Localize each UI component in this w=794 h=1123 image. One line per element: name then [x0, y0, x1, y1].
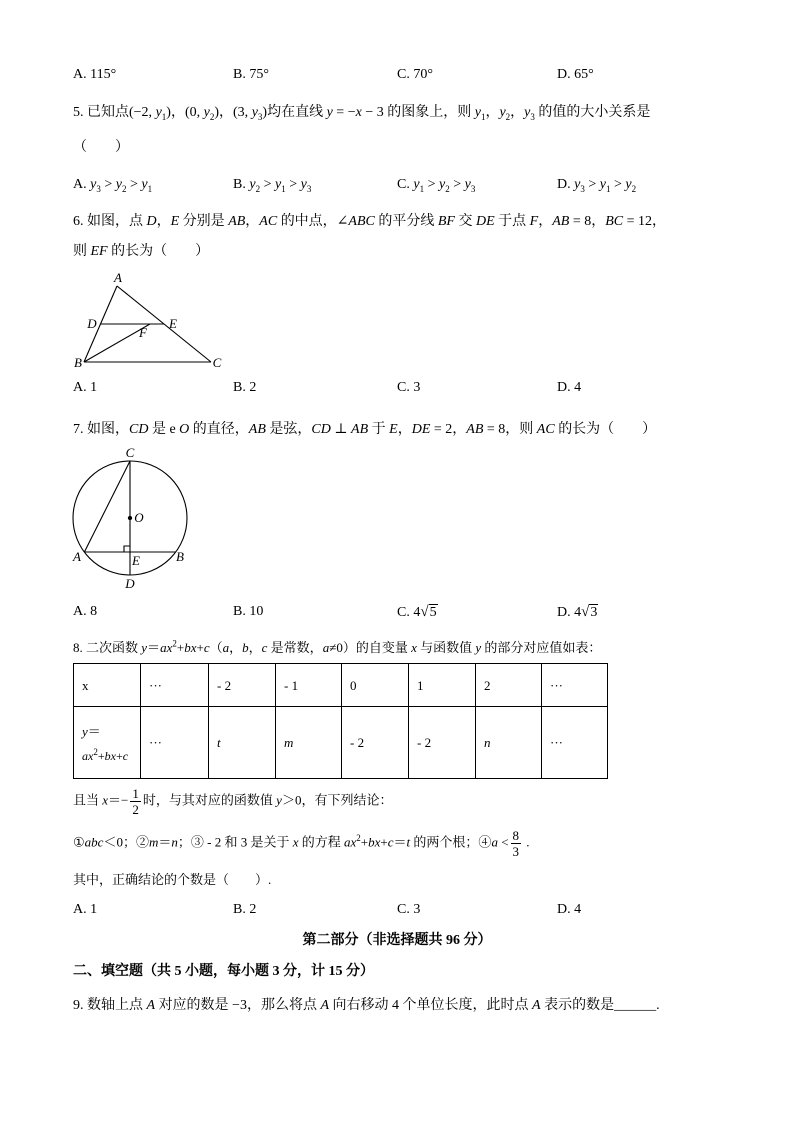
- text-run: >: [424, 177, 439, 192]
- text-run: ＞0，有下列结论：: [281, 792, 393, 808]
- subscript: 3: [580, 183, 585, 194]
- text-run: 8. 二次函数: [73, 640, 142, 655]
- text-run: 的值的大小关系是: [534, 105, 651, 120]
- math-variable: bx: [104, 748, 116, 763]
- math-variable: A: [532, 998, 541, 1013]
- label-b: B: [176, 549, 184, 564]
- table-cell: [542, 707, 608, 779]
- math-variable: t: [406, 834, 411, 850]
- text-run: ，: [229, 640, 243, 655]
- subscript: 3: [257, 111, 263, 122]
- text-run: ，: [485, 105, 500, 120]
- option-a: [73, 379, 97, 397]
- text-run: = 12，: [623, 214, 667, 229]
- table-cell: [342, 707, 409, 779]
- math-variable: F: [529, 214, 539, 229]
- text-run: ，: [510, 105, 525, 120]
- text-run: 是 e: [148, 422, 180, 437]
- math-variable: y: [249, 177, 256, 192]
- table-cell: - 1: [276, 664, 342, 707]
- text-run: 向右移动 4 个单位长度，此时点: [329, 998, 533, 1013]
- text-run: 时，与其对应的函数值: [142, 792, 277, 808]
- text-run: D. 4: [557, 902, 582, 917]
- q7-stem: [73, 421, 656, 439]
- text-run: 对应的数是 −3，那么将点: [155, 998, 321, 1013]
- text-run: A. 115°: [73, 67, 117, 82]
- table-cell: - 2: [209, 664, 276, 707]
- fraction-denominator: 3: [512, 844, 520, 859]
- math-variable: x: [411, 640, 417, 655]
- math-variable: c: [203, 640, 210, 655]
- math-variable: ax: [344, 834, 357, 850]
- radicand: 5: [429, 605, 437, 620]
- q6-stem-line2: [73, 243, 209, 261]
- math-variable: O: [179, 422, 190, 437]
- text-run: B. 10: [233, 604, 264, 619]
- math-variable: bx: [368, 834, 381, 850]
- subscript: 1: [161, 111, 167, 122]
- math-variable: y: [155, 105, 162, 120]
- subscript: 3: [306, 183, 312, 194]
- text-run: ): [262, 105, 268, 120]
- text-run: 与函数值: [416, 640, 476, 655]
- text-run: A.: [73, 177, 91, 192]
- text-run: C. 70°: [397, 67, 433, 82]
- part2-heading: 第二部分（非选择题共 96 分）: [302, 933, 492, 948]
- text-run: 的平分线: [374, 214, 438, 229]
- text-run: − 3: [361, 105, 388, 120]
- q6-options: [0, 379, 794, 397]
- right-angle-mark: [124, 546, 130, 552]
- q8-question: 其中，正确结论的个数是（ ）.: [73, 872, 272, 887]
- q8-conclusions: [73, 828, 530, 859]
- fraction: [130, 786, 141, 817]
- label-f: F: [139, 325, 147, 340]
- math-variable: E: [170, 214, 180, 229]
- text-run: 表示的数是______.: [540, 998, 660, 1013]
- option-c: [397, 901, 420, 919]
- text-run: ，: [156, 214, 171, 229]
- math-variable: AB: [466, 422, 484, 437]
- text-run: = 2，: [430, 422, 467, 437]
- math-variable: CD: [129, 422, 149, 437]
- text-run: C. 3: [397, 380, 421, 395]
- text-run: +: [176, 640, 185, 655]
- text-run: ，: [538, 214, 553, 229]
- math-variable: ax: [160, 640, 173, 655]
- math-variable: b: [242, 640, 249, 655]
- text-run: >: [260, 177, 275, 192]
- text-run: ；③ - 2 和 3 是关于: [177, 834, 293, 850]
- text-run: D. 4: [557, 605, 582, 620]
- text-run: B. 75°: [233, 67, 269, 82]
- option-b: [233, 176, 311, 194]
- table-cell: [409, 707, 476, 779]
- subscript: 1: [480, 111, 486, 122]
- option-a: [73, 901, 97, 919]
- math-variable: E: [389, 422, 398, 437]
- text-run: A. 1: [73, 902, 98, 917]
- table-cell: 2: [476, 664, 542, 707]
- text-run: B. 2: [233, 380, 257, 395]
- option-a: [73, 66, 116, 84]
- text-run: ≠0）的自变量: [329, 640, 412, 655]
- text-run: D. 4: [557, 380, 582, 395]
- subscript: 3: [530, 111, 535, 122]
- math-variable: AC: [259, 214, 278, 229]
- text-run: 5. 已知点: [73, 105, 129, 120]
- math-variable: y: [599, 177, 606, 192]
- math-variable: y: [464, 177, 471, 192]
- text-run: 于: [368, 422, 390, 437]
- math-variable: a: [322, 640, 330, 655]
- text-run: >: [610, 177, 626, 192]
- math-variable: y: [474, 105, 481, 120]
- text-run: 且当: [73, 792, 103, 808]
- math-variable: y: [300, 177, 307, 192]
- math-variable: c: [122, 748, 129, 763]
- math-variable: y: [141, 177, 148, 192]
- label-e: E: [132, 553, 140, 568]
- text-run: 则: [73, 244, 91, 259]
- subscript: 2: [209, 111, 215, 122]
- text-run: C. 3: [397, 902, 421, 917]
- label-d: D: [87, 316, 97, 331]
- label-a: A: [73, 549, 81, 564]
- circle-figure: [70, 445, 195, 595]
- math-variable: y: [251, 105, 258, 120]
- label-e: E: [169, 316, 177, 331]
- segment-ca: [84, 461, 130, 552]
- math-variable: y: [115, 177, 122, 192]
- label-c: C: [212, 355, 222, 370]
- text-run: 于点: [494, 214, 530, 229]
- math-variable: bx: [184, 640, 197, 655]
- option-b: [233, 901, 256, 919]
- text-run: .: [523, 834, 530, 850]
- label-a: A: [114, 270, 122, 285]
- text-run: >: [449, 177, 465, 192]
- option-d: [557, 901, 581, 919]
- triangle-figure: [70, 268, 230, 376]
- text-run: （: [209, 640, 223, 655]
- math-variable: x: [292, 834, 299, 850]
- subscript: 2: [445, 183, 450, 194]
- option-b: [233, 603, 263, 621]
- table-cell: [209, 707, 276, 779]
- math-variable: CD: [311, 422, 331, 437]
- text-run: - 2: [350, 735, 365, 750]
- text-run: >: [285, 177, 301, 192]
- subscript: 3: [96, 183, 101, 194]
- table-cell: [141, 707, 209, 779]
- superscript: 2: [356, 833, 361, 844]
- option-b: [233, 379, 256, 397]
- text-run: +: [360, 834, 369, 850]
- q8-options: [0, 901, 794, 919]
- superscript: 2: [172, 638, 177, 649]
- math-variable: y: [438, 177, 446, 192]
- q5-stem: [73, 104, 650, 122]
- text-run: <: [497, 834, 509, 850]
- text-run: >: [126, 177, 142, 192]
- text-run: 是常数，: [267, 640, 323, 655]
- text-run: ): [214, 105, 220, 120]
- text-run: ＝: [158, 834, 172, 850]
- text-run: (3,: [233, 105, 252, 120]
- subscript: 1: [605, 183, 611, 194]
- table-row-y: [74, 707, 608, 779]
- math-variable: a: [222, 640, 230, 655]
- text-run: +: [380, 834, 388, 850]
- table-header-x: x: [74, 664, 141, 707]
- radicand: 3: [590, 605, 598, 620]
- text-run: 的部分对应值如表：: [481, 640, 602, 655]
- text-run: +: [115, 748, 123, 763]
- math-variable: m: [284, 735, 294, 750]
- label-b: B: [74, 355, 82, 370]
- text-run: (−2,: [129, 105, 156, 120]
- text-run: (0,: [184, 105, 204, 120]
- text-run: +: [196, 640, 204, 655]
- math-variable: AC: [536, 422, 555, 437]
- option-d: [557, 176, 636, 194]
- math-variable: ABC: [348, 214, 375, 229]
- math-variable: c: [261, 640, 268, 655]
- text-run: ，: [245, 214, 260, 229]
- center-dot: [128, 516, 131, 519]
- text-run: 9. 数轴上点: [73, 998, 147, 1013]
- label-c: C: [125, 445, 135, 460]
- subscript: 1: [281, 183, 286, 194]
- text-run: ＝: [87, 723, 101, 739]
- text-run: B.: [233, 177, 250, 192]
- option-c: [397, 379, 420, 397]
- option-b: [233, 66, 269, 84]
- math-variable: ax: [82, 748, 94, 763]
- section2-heading: 二、填空题（共 5 小题，每小题 3 分，计 15 分）: [73, 964, 374, 979]
- text-run: ，: [397, 422, 412, 437]
- table-cell: [476, 707, 542, 779]
- subscript: 1: [419, 183, 425, 194]
- table-cell: [276, 707, 342, 779]
- text-run: 分别是: [179, 214, 229, 229]
- option-d: [557, 66, 594, 84]
- text-run: 的两个根；④: [410, 834, 492, 850]
- math-variable: a: [491, 834, 498, 850]
- text-run: 的方程: [298, 834, 344, 850]
- math-variable: EF: [90, 244, 108, 259]
- math-variable: y: [90, 177, 97, 192]
- math-variable: AB: [351, 422, 369, 437]
- math-variable: y: [574, 177, 581, 192]
- option-c: [397, 66, 433, 84]
- text-run: ，: [170, 105, 185, 120]
- math-variable: y: [141, 640, 148, 655]
- text-run: A. 8: [73, 604, 98, 619]
- math-variable: y: [274, 177, 282, 192]
- text-run: ···: [149, 735, 162, 750]
- text-run: = 8，则: [483, 422, 537, 437]
- math-variable: BF: [437, 214, 455, 229]
- text-run: >: [100, 177, 116, 192]
- math-variable: y: [499, 105, 506, 120]
- option-d: [557, 603, 598, 622]
- radical-sign: √: [581, 604, 590, 620]
- text-run: 的中点，∠: [277, 214, 349, 229]
- q6-stem: [73, 213, 666, 231]
- text-run: ···: [550, 735, 563, 750]
- fraction-numerator: 8: [512, 828, 520, 843]
- option-d: [557, 379, 581, 397]
- math-variable: n: [171, 834, 178, 850]
- q8-stem: [73, 639, 601, 657]
- square-root: [420, 605, 437, 620]
- table-cell: ···: [542, 664, 608, 707]
- text-run: 的图象上，则: [387, 105, 475, 120]
- text-run: ⊥: [330, 422, 352, 437]
- text-run: 7. 如图，: [73, 422, 129, 437]
- q4-options: [0, 66, 794, 84]
- label-d: D: [125, 576, 135, 591]
- math-variable: AB: [228, 214, 246, 229]
- q7-options: [0, 603, 794, 621]
- q9-stem: [73, 997, 660, 1015]
- text-run: 均在直线: [267, 105, 327, 120]
- label-o: O: [134, 510, 144, 525]
- math-variable: y: [524, 105, 531, 120]
- radical-sign: √: [420, 604, 429, 620]
- math-variable: DE: [475, 214, 495, 229]
- text-run: ): [166, 105, 171, 120]
- header-y-line1: [82, 719, 140, 745]
- subscript: 2: [631, 183, 637, 194]
- text-run: +: [97, 748, 105, 763]
- option-a: [73, 176, 152, 194]
- q5-options: [0, 176, 794, 194]
- text-run: 6. 如图，点: [73, 214, 147, 229]
- text-run: ①: [73, 834, 85, 850]
- subscript: 3: [470, 183, 476, 194]
- math-variable: x: [355, 105, 362, 120]
- square-root: [581, 605, 598, 620]
- text-run: D. 65°: [557, 67, 594, 82]
- math-variable: AB: [248, 422, 266, 437]
- option-a: [73, 603, 97, 621]
- math-variable: A: [146, 998, 156, 1013]
- value-table: [73, 663, 608, 779]
- math-variable: y: [625, 177, 632, 192]
- math-variable: y: [475, 640, 482, 655]
- math-variable: y: [203, 105, 210, 120]
- header-y-line2: [82, 745, 140, 767]
- math-variable: n: [484, 735, 491, 750]
- math-variable: abc: [84, 834, 104, 850]
- text-run: = −: [332, 105, 356, 120]
- text-run: ＝: [147, 640, 161, 655]
- text-run: ，: [248, 640, 262, 655]
- text-run: C. 4: [397, 605, 421, 620]
- text-run: >: [584, 177, 600, 192]
- math-variable: AB: [552, 214, 570, 229]
- math-variable: y: [276, 792, 282, 808]
- math-variable: D: [146, 214, 157, 229]
- table-header-y: [74, 707, 141, 779]
- math-variable: BC: [605, 214, 624, 229]
- fraction: [511, 828, 522, 859]
- text-run: 交: [454, 214, 476, 229]
- text-run: ，: [219, 105, 234, 120]
- math-variable: m: [148, 834, 159, 850]
- subscript: 2: [121, 183, 127, 194]
- math-variable: y: [413, 177, 420, 192]
- text-run: ＝: [393, 834, 407, 850]
- math-variable: y: [326, 105, 333, 120]
- q5-answer-bracket: （ ）: [73, 140, 129, 155]
- table-cell: 0: [342, 664, 409, 707]
- subscript: 1: [147, 183, 153, 194]
- table-cell: 1: [409, 664, 476, 707]
- text-run: 的直径，: [189, 422, 249, 437]
- text-run: ＝−: [108, 792, 129, 808]
- text-run: B. 2: [233, 902, 257, 917]
- text-run: 是弦，: [265, 422, 312, 437]
- fraction-denominator: 2: [132, 802, 139, 817]
- superscript: 2: [93, 746, 98, 757]
- subscript: 2: [255, 183, 261, 194]
- table-cell: ···: [141, 664, 209, 707]
- option-c: [397, 603, 438, 622]
- text-run: = 8，: [569, 214, 606, 229]
- math-variable: c: [387, 834, 394, 850]
- text-run: - 2: [417, 735, 432, 750]
- q8-condition: [73, 786, 392, 817]
- table-row-x: [74, 664, 608, 707]
- text-run: ＜0；②: [103, 834, 149, 850]
- fraction-numerator: 1: [132, 786, 139, 801]
- text-run: 的长为（ ）: [554, 422, 657, 437]
- text-run: A. 1: [73, 380, 98, 395]
- math-variable: t: [217, 735, 221, 750]
- option-c: [397, 176, 475, 194]
- math-variable: y: [82, 723, 88, 739]
- text-run: C.: [397, 177, 414, 192]
- math-variable: A: [320, 998, 330, 1013]
- text-run: D.: [557, 177, 575, 192]
- text-run: 的长为（ ）: [107, 244, 210, 259]
- subscript: 2: [505, 111, 511, 122]
- math-variable: x: [102, 792, 109, 808]
- math-variable: DE: [411, 422, 431, 437]
